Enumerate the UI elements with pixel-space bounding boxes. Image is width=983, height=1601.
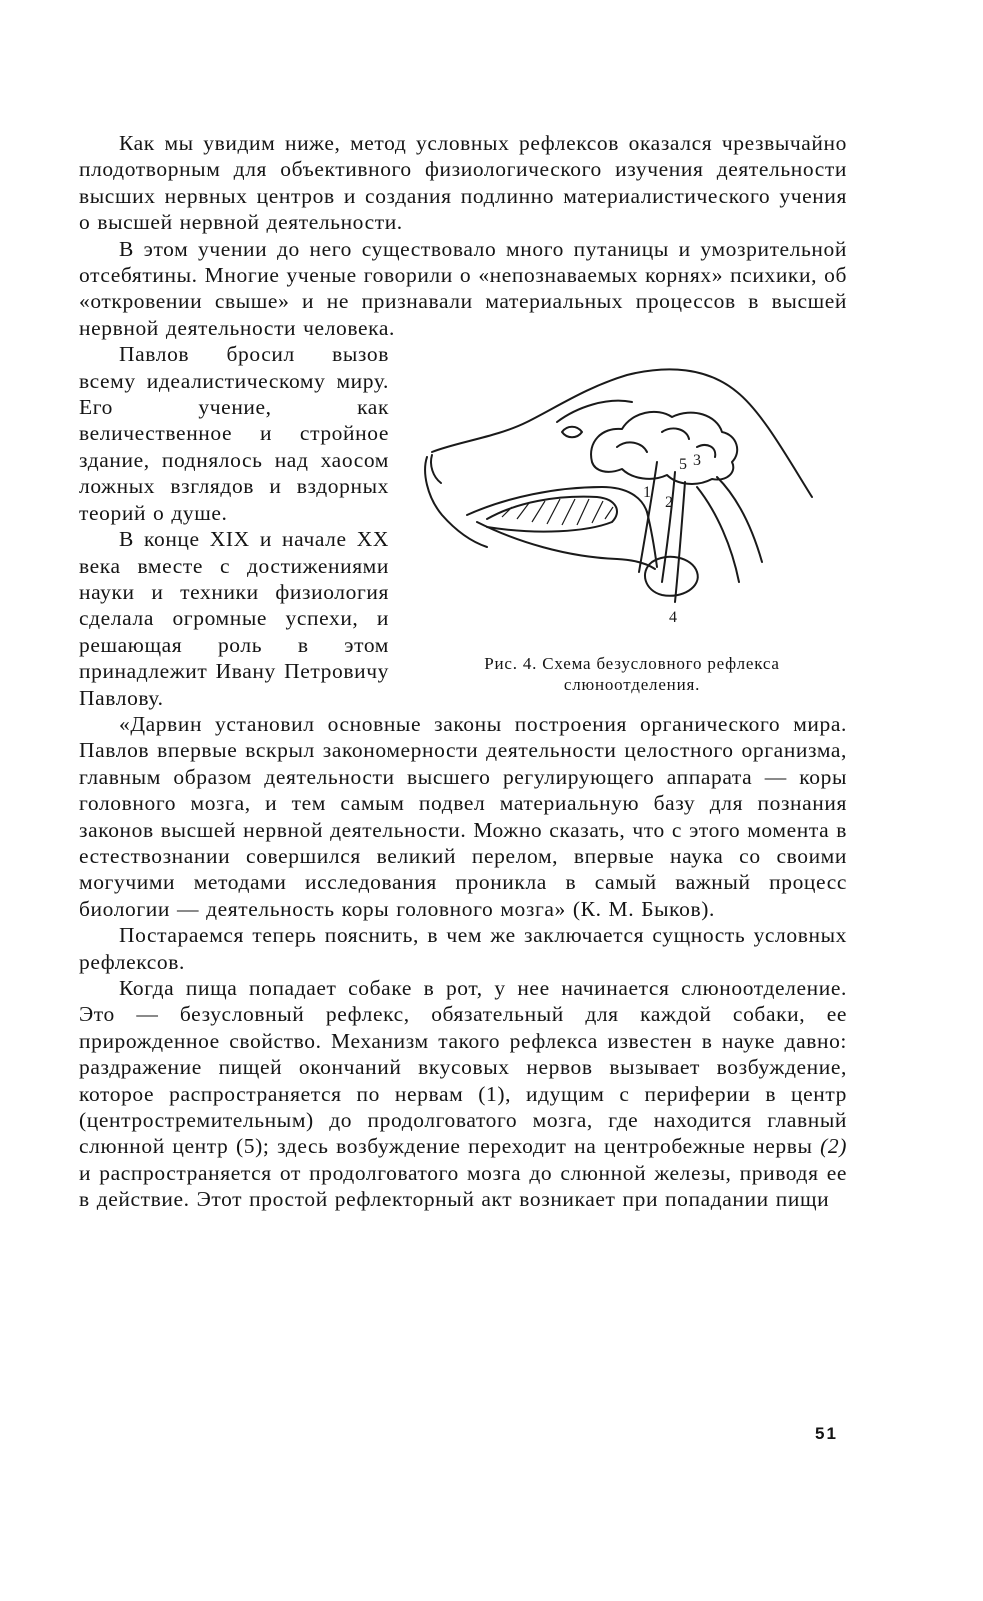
paragraph: Постараемся теперь пояснить, в чем же заключается сущность условных рефлексов. [79, 923, 847, 974]
paragraph [79, 975, 847, 1213]
brain-outline [591, 412, 737, 484]
upper-jaw [467, 487, 647, 515]
label-2: 2 [665, 494, 673, 512]
label-3: 3 [693, 452, 701, 470]
page-number: 51 [815, 1424, 838, 1443]
text-run: Когда пища попадает собаке в рот, у нее начинается слюноотделение. Это — безусловный рефлекс, обязательный для каждой собаки, ее прирожденное свойство. Механизм такого рефлекса известен в науке давно: раздражение пищей окончаний вкусовых нервов вызывает возбуждение, которое распространяется по нервам (1), идущим с периферии в центр (центростремительным) до продолговатого мозга, где находится главный слюнной центр (5); здесь возбуждение переходит на центробежные нервы [79, 976, 847, 1159]
centrifugal-nerve-2 [662, 472, 675, 582]
salivary-gland [645, 557, 698, 596]
paragraph: «Дарвин установил основные законы построения органического мира. Павлов впервые вскрыл закономерности деятельности целостного организма, главным образом деятельности высшего регулирующего аппарата — коры головного мозга, и тем самым подвел материальную базу для познания законов высшей нервной деятельности. Можно сказать, что с этого момента в естествознании совершился великий перелом, впервые наука со своими могучими методами исследования проникла в самый важный процесс биологии — деятельность коры головного мозга» (К. М. Быков). [79, 711, 847, 921]
eye [562, 427, 582, 438]
text-run: и распространяется от продолговатого мозга до слюнной железы, приводя ее в действие. Этот простой рефлекторный акт возникает при попадании пищи [79, 1160, 847, 1212]
nerve-4 [675, 482, 685, 602]
paragraph: Павлов бросил вызов всему идеалистическому миру. Его учение, как величественное и стройное здание, поднялось над хаосом ложных взглядов и вздорных теорий о душе. [79, 342, 389, 525]
figure-reflex-scheme [407, 347, 847, 707]
italic-ref: (2) [820, 1134, 847, 1159]
throat [647, 512, 657, 567]
paragraph: Как мы увидим ниже, метод условных рефлексов оказался чрезвычайно плодотворным для объективного физиологического изучения деятельности высших нервных центров и создания подлинно материалистического учения о высшей нервной деятельности. [79, 131, 847, 235]
head-outline [425, 370, 812, 548]
page-content [79, 130, 847, 1213]
dog-head-diagram [417, 347, 837, 647]
label-5: 5 [679, 456, 687, 474]
spinal-cord [697, 477, 762, 582]
figure-caption: Рис. 4. Схема безусловного рефлекса слюноотделения. [484, 654, 780, 695]
paragraph: В этом учении до него существовало много путаницы и умозрительной отсебятины. Многие ученые говорили о «непознаваемых корнях» психики, об «откровении свыше» и не признавали материальных процессов в высшей нервной деятельности человека. [79, 236, 847, 340]
label-1: 1 [643, 484, 651, 502]
paragraph: В конце XIX и начале XX века вместе с достижениями науки и техники физиология сделала огромные успехи, и решающая роль в этом принадлежит Ивану Петровичу Павлову. [79, 527, 389, 710]
label-4: 4 [669, 609, 677, 627]
